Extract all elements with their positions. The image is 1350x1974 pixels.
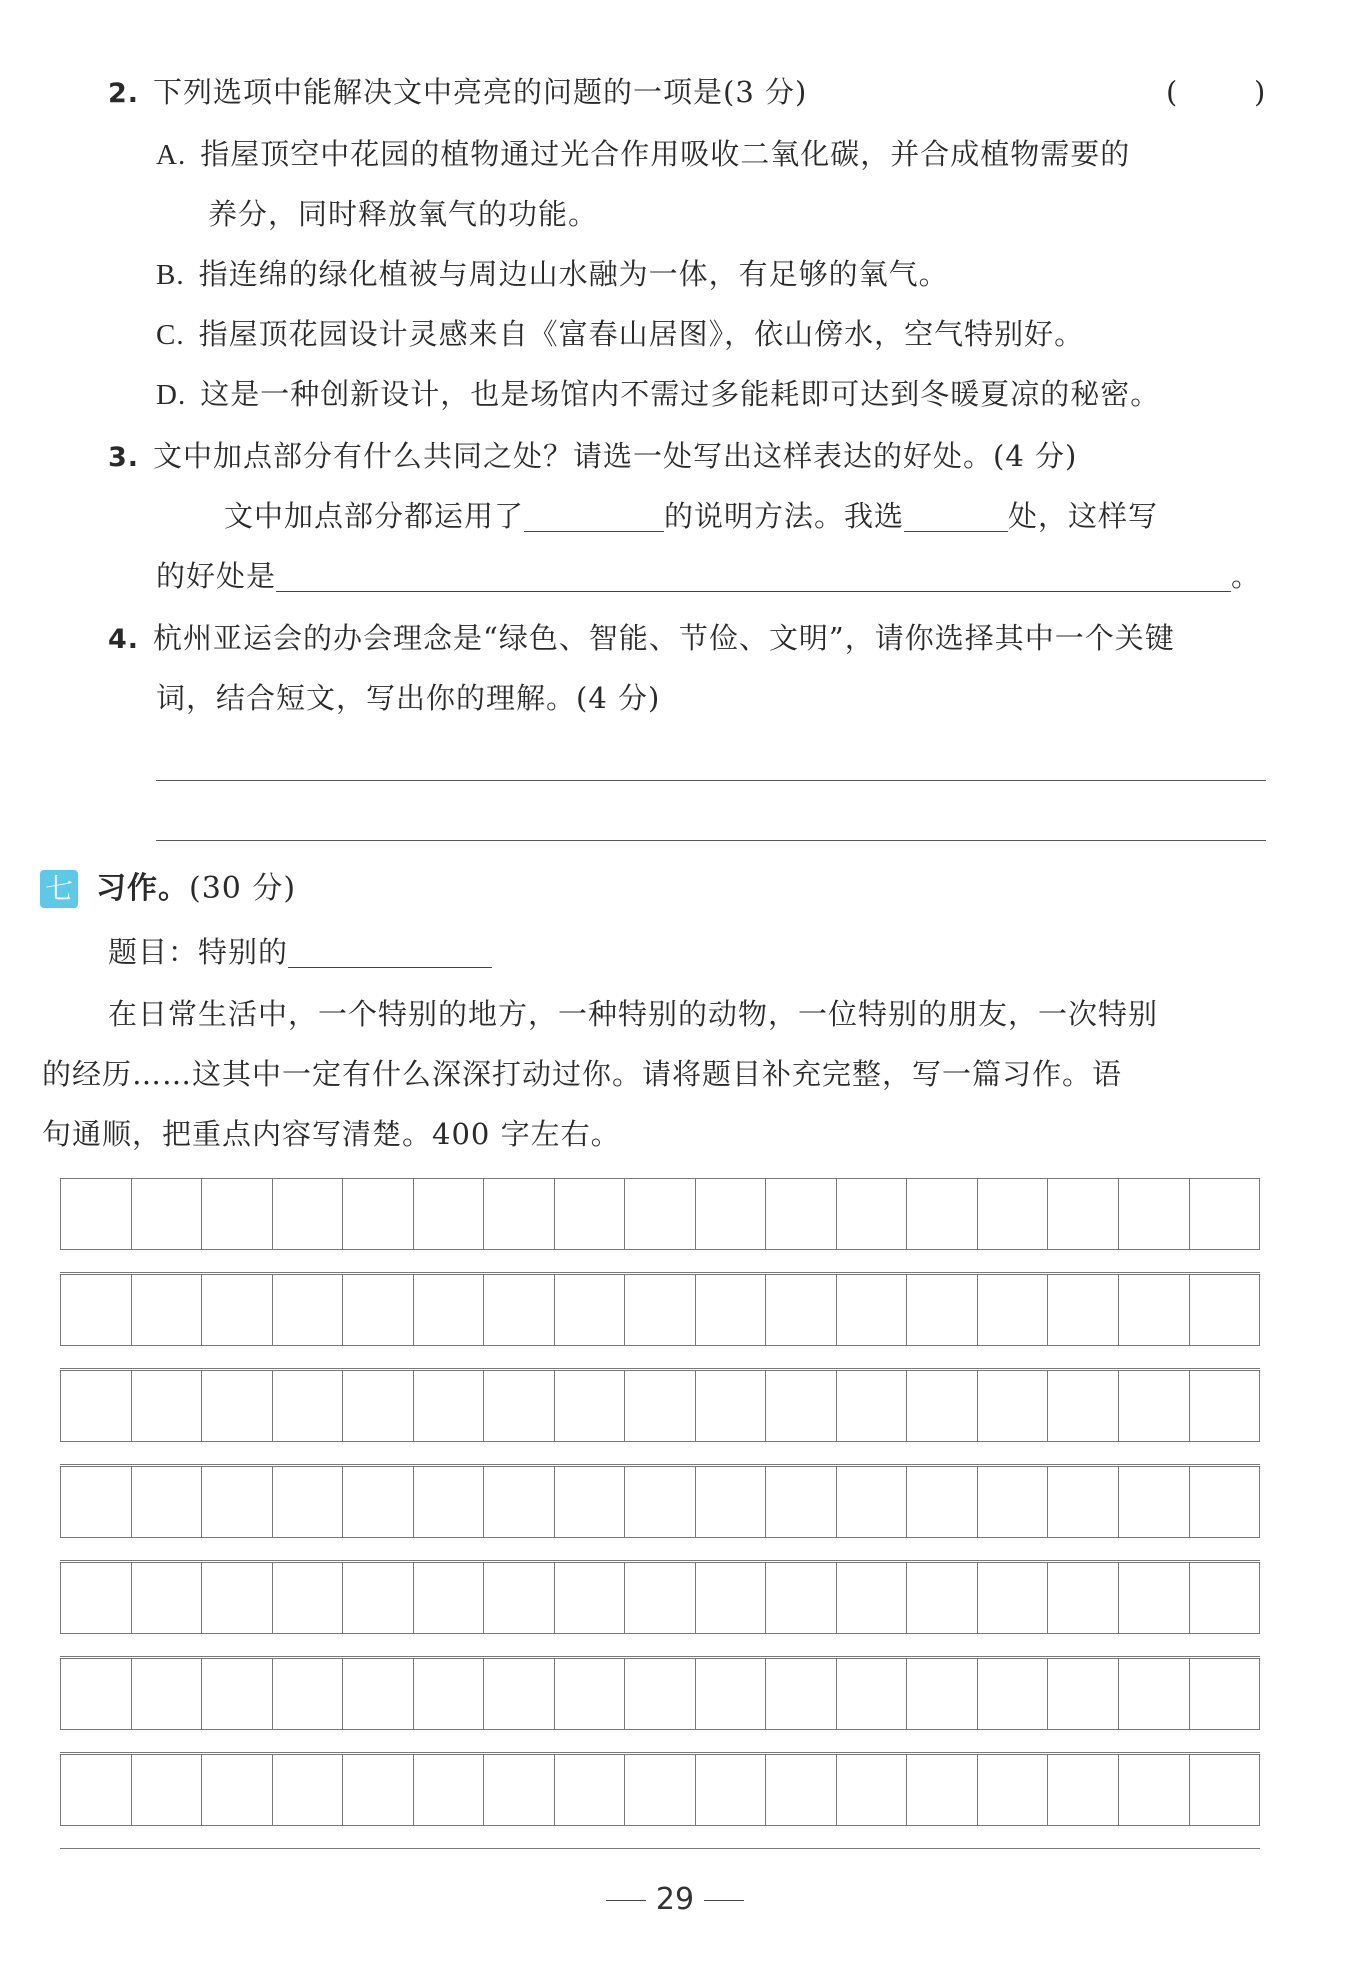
grid-cell[interactable] xyxy=(1048,1179,1119,1249)
grid-cell[interactable] xyxy=(202,1371,273,1441)
grid-cell[interactable] xyxy=(978,1371,1049,1441)
grid-cell[interactable] xyxy=(978,1563,1049,1633)
grid-cell[interactable] xyxy=(625,1467,696,1537)
grid-cell[interactable] xyxy=(696,1179,767,1249)
grid-cell[interactable] xyxy=(837,1371,908,1441)
grid-cell[interactable] xyxy=(1190,1467,1260,1537)
grid-cell[interactable] xyxy=(1048,1371,1119,1441)
grid-cell[interactable] xyxy=(837,1659,908,1729)
grid-cell[interactable] xyxy=(766,1371,837,1441)
grid-cell[interactable] xyxy=(1190,1179,1260,1249)
option-a: A. 指屋顶空中花园的植物通过光合作用吸收二氧化碳，并合成植物需要的 xyxy=(156,137,1131,171)
grid-cell[interactable] xyxy=(132,1755,203,1825)
grid-cell[interactable] xyxy=(837,1563,908,1633)
grid-cell[interactable] xyxy=(273,1371,344,1441)
grid-cell[interactable] xyxy=(837,1179,908,1249)
grid-cell[interactable] xyxy=(1119,1467,1190,1537)
grid-cell[interactable] xyxy=(1048,1659,1119,1729)
grid-cell[interactable] xyxy=(132,1179,203,1249)
grid-cell[interactable] xyxy=(414,1371,485,1441)
grid-cell[interactable] xyxy=(132,1275,203,1345)
grid-cell[interactable] xyxy=(273,1467,344,1537)
grid-cell[interactable] xyxy=(1048,1467,1119,1537)
grid-cell[interactable] xyxy=(414,1563,485,1633)
grid-cell[interactable] xyxy=(1119,1179,1190,1249)
answer-paren-close: ) xyxy=(1254,75,1266,109)
grid-cell[interactable] xyxy=(202,1467,273,1537)
grid-cell[interactable] xyxy=(132,1371,203,1441)
method-blank[interactable] xyxy=(524,501,664,532)
grid-cell[interactable] xyxy=(273,1755,344,1825)
grid-cell[interactable] xyxy=(696,1275,767,1345)
grid-cell[interactable] xyxy=(625,1755,696,1825)
grid-row-spacer-line xyxy=(60,1464,1260,1465)
grid-row-spacer-line xyxy=(60,1560,1260,1561)
grid-cell[interactable] xyxy=(907,1275,978,1345)
grid-cell[interactable] xyxy=(343,1467,414,1537)
grid-cell[interactable] xyxy=(414,1275,485,1345)
grid-cell[interactable] xyxy=(696,1755,767,1825)
essay-prompt-line-3: 句通顺，把重点内容写清楚。400 字左右。 xyxy=(42,1117,621,1151)
grid-cell[interactable] xyxy=(907,1371,978,1441)
grid-row-spacer-line xyxy=(60,1272,1260,1273)
grid-cell[interactable] xyxy=(978,1467,1049,1537)
grid-cell[interactable] xyxy=(343,1371,414,1441)
grid-row xyxy=(60,1658,1260,1730)
grid-cell[interactable] xyxy=(202,1563,273,1633)
grid-cell[interactable] xyxy=(61,1659,132,1729)
grid-cell[interactable] xyxy=(61,1371,132,1441)
grid-cell[interactable] xyxy=(555,1275,626,1345)
grid-cell[interactable] xyxy=(202,1659,273,1729)
question-2-stem: 2. 下列选项中能解决文中亮亮的问题的一项是(3 分) xyxy=(108,75,808,109)
grid-row-spacer-line xyxy=(60,1368,1260,1369)
grid-cell[interactable] xyxy=(1048,1563,1119,1633)
grid-cell[interactable] xyxy=(61,1755,132,1825)
grid-cell[interactable] xyxy=(555,1563,626,1633)
grid-cell[interactable] xyxy=(837,1467,908,1537)
grid-cell[interactable] xyxy=(696,1659,767,1729)
grid-cell[interactable] xyxy=(273,1563,344,1633)
question-3-fill-line: 文中加点部分都运用了 的说明方法。我选 处，这样写 xyxy=(224,499,1159,533)
grid-cell[interactable] xyxy=(273,1179,344,1249)
grid-cell[interactable] xyxy=(1048,1755,1119,1825)
grid-cell[interactable] xyxy=(907,1755,978,1825)
grid-cell[interactable] xyxy=(766,1467,837,1537)
grid-cell[interactable] xyxy=(1119,1371,1190,1441)
grid-cell[interactable] xyxy=(343,1755,414,1825)
grid-cell[interactable] xyxy=(555,1755,626,1825)
page-number: 29 xyxy=(0,1880,1350,1920)
grid-cell[interactable] xyxy=(1190,1371,1260,1441)
grid-cell[interactable] xyxy=(343,1179,414,1249)
grid-cell[interactable] xyxy=(202,1275,273,1345)
grid-cell[interactable] xyxy=(1119,1275,1190,1345)
grid-cell[interactable] xyxy=(273,1659,344,1729)
question-4-stem-continued: 词，结合短文，写出你的理解。(4 分) xyxy=(156,681,661,715)
grid-cell[interactable] xyxy=(61,1275,132,1345)
grid-cell[interactable] xyxy=(1048,1275,1119,1345)
grid-cell[interactable] xyxy=(978,1659,1049,1729)
grid-cell[interactable] xyxy=(1190,1659,1260,1729)
grid-cell[interactable] xyxy=(484,1467,555,1537)
essay-prompt-line-1: 在日常生活中，一个特别的地方，一种特别的动物，一位特别的朋友，一次特别 xyxy=(108,997,1159,1031)
grid-cell[interactable] xyxy=(766,1179,837,1249)
grid-cell[interactable] xyxy=(414,1467,485,1537)
grid-cell[interactable] xyxy=(343,1659,414,1729)
grid-cell[interactable] xyxy=(696,1563,767,1633)
grid-cell[interactable] xyxy=(555,1179,626,1249)
grid-cell[interactable] xyxy=(273,1275,344,1345)
option-a-continued: 养分，同时释放氧气的功能。 xyxy=(208,197,599,231)
grid-row xyxy=(60,1466,1260,1538)
grid-cell[interactable] xyxy=(696,1467,767,1537)
grid-cell[interactable] xyxy=(1190,1755,1260,1825)
grid-cell[interactable] xyxy=(1119,1563,1190,1633)
answer-line-1[interactable] xyxy=(156,780,1266,781)
choice-blank[interactable] xyxy=(904,501,1008,532)
grid-cell[interactable] xyxy=(484,1275,555,1345)
grid-cell[interactable] xyxy=(907,1563,978,1633)
grid-row xyxy=(60,1370,1260,1442)
grid-row xyxy=(60,1274,1260,1346)
essay-writing-grid[interactable] xyxy=(60,1178,1260,1858)
grid-cell[interactable] xyxy=(343,1275,414,1345)
grid-cell[interactable] xyxy=(555,1659,626,1729)
option-c: C. 指屋顶花园设计灵感来自《富春山居图》，依山傍水，空气特别好。 xyxy=(156,317,1085,351)
grid-cell[interactable] xyxy=(1119,1659,1190,1729)
grid-cell[interactable] xyxy=(1190,1563,1260,1633)
grid-row xyxy=(60,1562,1260,1634)
option-b: B. 指连绵的绿化植被与周边山水融为一体，有足够的氧气。 xyxy=(156,257,949,291)
grid-cell[interactable] xyxy=(484,1179,555,1249)
benefit-blank[interactable] xyxy=(276,561,1231,592)
grid-cell[interactable] xyxy=(625,1275,696,1345)
grid-cell[interactable] xyxy=(625,1371,696,1441)
grid-cell[interactable] xyxy=(132,1467,203,1537)
grid-cell[interactable] xyxy=(414,1755,485,1825)
question-3-benefit-line: 的好处是 。 xyxy=(156,559,1262,593)
grid-cell[interactable] xyxy=(61,1179,132,1249)
grid-cell[interactable] xyxy=(555,1371,626,1441)
grid-cell[interactable] xyxy=(414,1659,485,1729)
grid-cell[interactable] xyxy=(766,1563,837,1633)
grid-cell[interactable] xyxy=(484,1563,555,1633)
grid-cell[interactable] xyxy=(625,1563,696,1633)
grid-cell[interactable] xyxy=(696,1371,767,1441)
grid-cell[interactable] xyxy=(1190,1275,1260,1345)
grid-cell[interactable] xyxy=(766,1275,837,1345)
grid-row-spacer-line xyxy=(60,1848,1260,1849)
grid-cell[interactable] xyxy=(625,1179,696,1249)
answer-line-2[interactable] xyxy=(156,840,1266,841)
grid-cell[interactable] xyxy=(978,1755,1049,1825)
grid-cell[interactable] xyxy=(555,1467,626,1537)
grid-cell[interactable] xyxy=(978,1179,1049,1249)
grid-cell[interactable] xyxy=(484,1659,555,1729)
essay-prompt-line-2: 的经历……这其中一定有什么深深打动过你。请将题目补充完整，写一篇习作。语 xyxy=(42,1057,1123,1091)
grid-cell[interactable] xyxy=(907,1467,978,1537)
grid-cell[interactable] xyxy=(1119,1755,1190,1825)
grid-cell[interactable] xyxy=(766,1659,837,1729)
grid-cell[interactable] xyxy=(837,1275,908,1345)
grid-cell[interactable] xyxy=(907,1179,978,1249)
grid-cell[interactable] xyxy=(132,1563,203,1633)
grid-cell[interactable] xyxy=(132,1659,203,1729)
grid-cell[interactable] xyxy=(202,1755,273,1825)
grid-row-spacer-line xyxy=(60,1752,1260,1753)
grid-cell[interactable] xyxy=(978,1275,1049,1345)
grid-cell[interactable] xyxy=(61,1563,132,1633)
grid-cell[interactable] xyxy=(414,1179,485,1249)
topic-blank[interactable] xyxy=(288,937,492,968)
answer-paren-open: ( xyxy=(1166,75,1178,109)
section-7-badge: 七 xyxy=(40,870,78,908)
essay-topic: 题目：特别的 xyxy=(108,932,492,972)
grid-cell[interactable] xyxy=(484,1371,555,1441)
grid-row xyxy=(60,1178,1260,1250)
grid-cell[interactable] xyxy=(837,1755,908,1825)
grid-cell[interactable] xyxy=(343,1563,414,1633)
grid-cell[interactable] xyxy=(202,1179,273,1249)
section-7-title: 习作。(30 分) xyxy=(96,871,297,906)
question-4-stem: 4. 杭州亚运会的办会理念是“绿色、智能、节俭、文明”，请你选择其中一个关键 xyxy=(108,621,1175,655)
grid-cell[interactable] xyxy=(907,1659,978,1729)
grid-cell[interactable] xyxy=(61,1467,132,1537)
grid-cell[interactable] xyxy=(766,1755,837,1825)
grid-cell[interactable] xyxy=(484,1755,555,1825)
question-3-stem: 3. 文中加点部分有什么共同之处？请选一处写出这样表达的好处。(4 分) xyxy=(108,439,1078,473)
grid-cell[interactable] xyxy=(625,1659,696,1729)
option-d: D. 这是一种创新设计，也是场馆内不需过多能耗即可达到冬暖夏凉的秘密。 xyxy=(156,377,1161,411)
grid-row-spacer-line xyxy=(60,1656,1260,1657)
grid-row xyxy=(60,1754,1260,1826)
